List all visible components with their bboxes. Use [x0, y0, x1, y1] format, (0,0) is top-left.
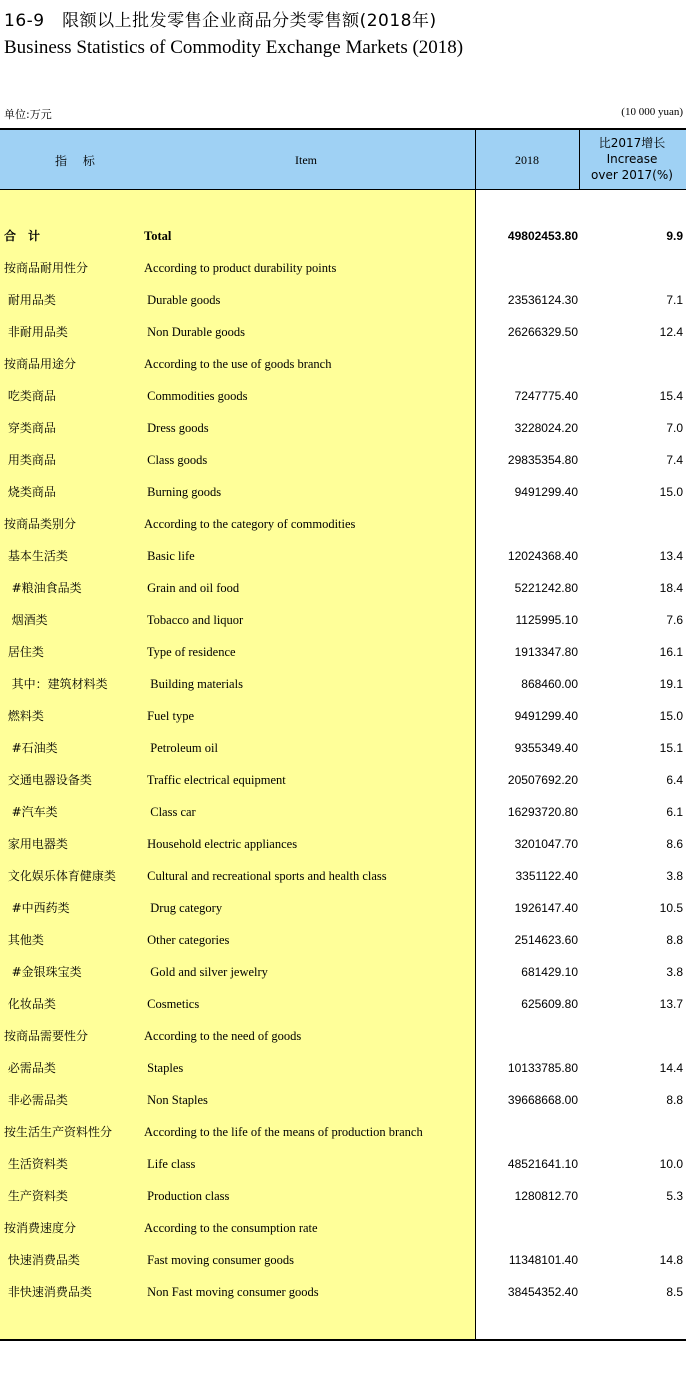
- row-label-en: Tobacco and liquor: [144, 613, 244, 627]
- row-label-en: Staples: [144, 1061, 184, 1075]
- row-label-cn: #粮油食品类: [4, 581, 82, 595]
- row-value-2018: 10133785.80: [507, 1061, 578, 1075]
- table-row: [0, 220, 686, 252]
- row-increase: 15.1: [659, 741, 683, 755]
- table-row: [0, 1244, 686, 1276]
- table-row: [0, 412, 686, 444]
- row-increase: 8.5: [666, 1285, 683, 1299]
- row-label-cn: 烟酒类: [4, 613, 48, 627]
- row-label-cn: 非耐用品类: [4, 325, 68, 339]
- row-label-en: According to the life of the means of production branch: [144, 1125, 423, 1139]
- row-label-cn: #汽车类: [4, 805, 58, 819]
- row-label-en: Total: [144, 229, 172, 243]
- row-label-cn: 生活资料类: [4, 1157, 68, 1171]
- row-increase: 18.4: [659, 581, 683, 595]
- row-value-2018: 29835354.80: [507, 453, 578, 467]
- table-row: [0, 1180, 686, 1212]
- row-increase: 8.8: [666, 1093, 683, 1107]
- row-label-en: Basic life: [144, 549, 195, 563]
- row-value-2018: 5221242.80: [514, 581, 578, 595]
- header-item: Item: [295, 153, 317, 167]
- table-row: [0, 892, 686, 924]
- row-label-en: Dress goods: [144, 421, 209, 435]
- table-title-cn: 16-9 限额以上批发零售企业商品分类零售额(2018年): [4, 11, 437, 31]
- row-label-cn: 其中：建筑材料类: [4, 677, 108, 691]
- row-label-en: Type of residence: [144, 645, 236, 659]
- unit-label-en: (10 000 yuan): [621, 106, 683, 118]
- row-label-en: Non Fast moving consumer goods: [144, 1285, 319, 1299]
- row-label-cn: 烧类商品: [4, 485, 56, 499]
- row-label-cn: 按商品需要性分: [4, 1029, 89, 1043]
- row-value-2018: 3228024.20: [514, 421, 578, 435]
- row-label-cn: 按消费速度分: [4, 1221, 77, 1235]
- row-increase: 14.4: [659, 1061, 683, 1075]
- row-increase: 7.1: [666, 293, 683, 307]
- row-value-2018: 1280812.70: [514, 1189, 578, 1203]
- table-row: [0, 508, 686, 540]
- row-value-2018: 1125995.10: [515, 613, 578, 627]
- row-label-cn: 穿类商品: [4, 421, 56, 435]
- table-row: [0, 316, 686, 348]
- row-label-cn: 按商品耐用性分: [4, 261, 89, 275]
- row-label-cn: #石油类: [4, 741, 58, 755]
- row-label-cn: 文化娱乐体育健康类: [4, 869, 116, 883]
- row-label-en: Cultural and recreational sports and health class: [144, 869, 387, 883]
- row-value-2018: 1913347.80: [514, 645, 578, 659]
- row-value-2018: 681429.10: [521, 965, 578, 979]
- table-row: [0, 1116, 686, 1148]
- row-increase: 15.4: [659, 389, 683, 403]
- row-increase: 3.8: [666, 869, 683, 883]
- row-label-en: Class goods: [144, 453, 208, 467]
- row-label-cn: 按生活生产资料性分: [4, 1125, 113, 1139]
- row-label-cn: #金银珠宝类: [4, 965, 82, 979]
- table-row: [0, 764, 686, 796]
- row-increase: 14.8: [659, 1253, 683, 1267]
- row-label-cn: 化妆品类: [4, 997, 56, 1011]
- row-value-2018: 1926147.40: [514, 901, 578, 915]
- table-row: [0, 1084, 686, 1116]
- row-increase: 7.0: [666, 421, 683, 435]
- row-increase: 6.1: [666, 805, 683, 819]
- header-increase: [582, 135, 682, 183]
- row-value-2018: 868460.00: [521, 677, 578, 691]
- row-value-2018: 625609.80: [521, 997, 578, 1011]
- table-row: [0, 284, 686, 316]
- row-label-cn: 交通电器设备类: [4, 773, 92, 787]
- row-increase: 16.1: [659, 645, 683, 659]
- row-increase: 13.7: [659, 997, 683, 1011]
- table-row: [0, 252, 686, 284]
- table-row: [0, 988, 686, 1020]
- unit-label-cn: 单位:万元: [4, 108, 52, 121]
- header-column-divider: [579, 130, 580, 190]
- table-row: [0, 924, 686, 956]
- row-value-2018: 9491299.40: [514, 485, 578, 499]
- table-row: [0, 1052, 686, 1084]
- table-row: [0, 604, 686, 636]
- row-label-en: Cosmetics: [144, 997, 200, 1011]
- table-row: [0, 956, 686, 988]
- table-row: [0, 476, 686, 508]
- header-indicator: 指 标: [55, 154, 101, 168]
- row-label-cn: 合 计: [4, 229, 41, 243]
- header-increase-en2: over 2017(%): [591, 168, 673, 182]
- row-label-en: Durable goods: [144, 293, 221, 307]
- row-label-cn: #中西药类: [4, 901, 70, 915]
- row-label-en: Petroleum oil: [144, 741, 218, 755]
- row-value-2018: 23536124.30: [507, 293, 578, 307]
- row-increase: 10.5: [659, 901, 683, 915]
- row-label-en: According to the category of commodities: [144, 517, 356, 531]
- row-increase: 10.0: [659, 1157, 683, 1171]
- row-label-en: Commodities goods: [144, 389, 248, 403]
- row-label-en: Drug category: [144, 901, 223, 915]
- row-value-2018: 49802453.80: [507, 229, 578, 243]
- row-value-2018: 3351122.40: [515, 869, 578, 883]
- table-row: [0, 444, 686, 476]
- table-row: [0, 796, 686, 828]
- row-label-en: Gold and silver jewelry: [144, 965, 268, 979]
- row-label-en: Life class: [144, 1157, 196, 1171]
- row-value-2018: 9355349.40: [514, 741, 578, 755]
- table-row: [0, 1148, 686, 1180]
- row-value-2018: 48521641.10: [507, 1157, 578, 1171]
- row-increase: 8.6: [666, 837, 683, 851]
- header-year: 2018: [515, 153, 539, 167]
- row-value-2018: 12024368.40: [507, 549, 578, 563]
- row-label-cn: 非必需品类: [4, 1093, 68, 1107]
- row-label-cn: 按商品类别分: [4, 517, 77, 531]
- row-label-cn: 燃料类: [4, 709, 44, 723]
- table-row: [0, 572, 686, 604]
- table-row: [0, 668, 686, 700]
- row-value-2018: 39668668.00: [507, 1093, 578, 1107]
- table-row: [0, 636, 686, 668]
- row-increase: 19.1: [659, 677, 683, 691]
- row-value-2018: 26266329.50: [507, 325, 578, 339]
- row-increase: 7.6: [666, 613, 683, 627]
- row-label-cn: 必需品类: [4, 1061, 56, 1075]
- table-row: [0, 732, 686, 764]
- row-increase: 6.4: [666, 773, 683, 787]
- row-increase: 15.0: [659, 709, 683, 723]
- table-row: [0, 540, 686, 572]
- row-value-2018: 2514623.60: [514, 933, 578, 947]
- table-row: [0, 860, 686, 892]
- row-label-en: Fast moving consumer goods: [144, 1253, 294, 1267]
- row-label-cn: 家用电器类: [4, 837, 68, 851]
- row-label-cn: 耐用品类: [4, 293, 56, 307]
- table-header: [0, 130, 686, 190]
- header-increase-en1: Increase: [606, 152, 658, 166]
- row-label-en: Traffic electrical equipment: [144, 773, 286, 787]
- table-title-en: Business Statistics of Commodity Exchange Markets (2018): [4, 37, 464, 58]
- row-label-cn: 按商品用途分: [4, 357, 77, 371]
- row-value-2018: 16293720.80: [507, 805, 578, 819]
- row-label-en: According to product durability points: [144, 261, 337, 275]
- row-label-en: Production class: [144, 1189, 230, 1203]
- table-row: [0, 1212, 686, 1244]
- table-row: [0, 1276, 686, 1308]
- row-value-2018: 7247775.40: [514, 389, 578, 403]
- row-label-en: According to the consumption rate: [144, 1221, 318, 1235]
- table-row: [0, 348, 686, 380]
- row-label-cn: 基本生活类: [4, 549, 68, 563]
- row-label-en: Grain and oil food: [144, 581, 240, 595]
- row-label-en: According to the need of goods: [144, 1029, 302, 1043]
- row-label-cn: 用类商品: [4, 453, 56, 467]
- row-value-2018: 9491299.40: [514, 709, 578, 723]
- row-label-cn: 生产资料类: [4, 1189, 68, 1203]
- header-increase-cn: 比2017增长: [598, 136, 666, 150]
- row-increase: 3.8: [666, 965, 683, 979]
- row-value-2018: 11348101.40: [508, 1253, 578, 1267]
- row-label-en: Household electric appliances: [144, 837, 298, 851]
- row-value-2018: 3201047.70: [514, 837, 578, 851]
- row-label-cn: 吃类商品: [4, 389, 56, 403]
- row-label-en: Fuel type: [144, 709, 194, 723]
- row-label-en: Non Staples: [144, 1093, 208, 1107]
- row-label-en: Other categories: [144, 933, 230, 947]
- row-increase: 5.3: [666, 1189, 683, 1203]
- table-row: [0, 1020, 686, 1052]
- row-label-cn: 非快速消费品类: [4, 1285, 92, 1299]
- row-label-cn: 快速消费品类: [4, 1253, 80, 1267]
- row-label-cn: 其他类: [4, 933, 44, 947]
- row-increase: 15.0: [659, 485, 683, 499]
- table-row: [0, 828, 686, 860]
- row-increase: 13.4: [659, 549, 683, 563]
- row-increase: 8.8: [666, 933, 683, 947]
- row-increase: 12.4: [659, 325, 683, 339]
- row-label-en: According to the use of goods branch: [144, 357, 332, 371]
- row-label-en: Building materials: [144, 677, 243, 691]
- row-label-cn: 居住类: [4, 645, 44, 659]
- row-label-en: Class car: [144, 805, 196, 819]
- table-row: [0, 380, 686, 412]
- row-value-2018: 20507692.20: [507, 773, 578, 787]
- table-row: [0, 700, 686, 732]
- row-label-en: Non Durable goods: [144, 325, 246, 339]
- row-value-2018: 38454352.40: [507, 1285, 578, 1299]
- row-increase: 9.9: [666, 229, 683, 243]
- row-increase: 7.4: [666, 453, 683, 467]
- row-label-en: Burning goods: [144, 485, 222, 499]
